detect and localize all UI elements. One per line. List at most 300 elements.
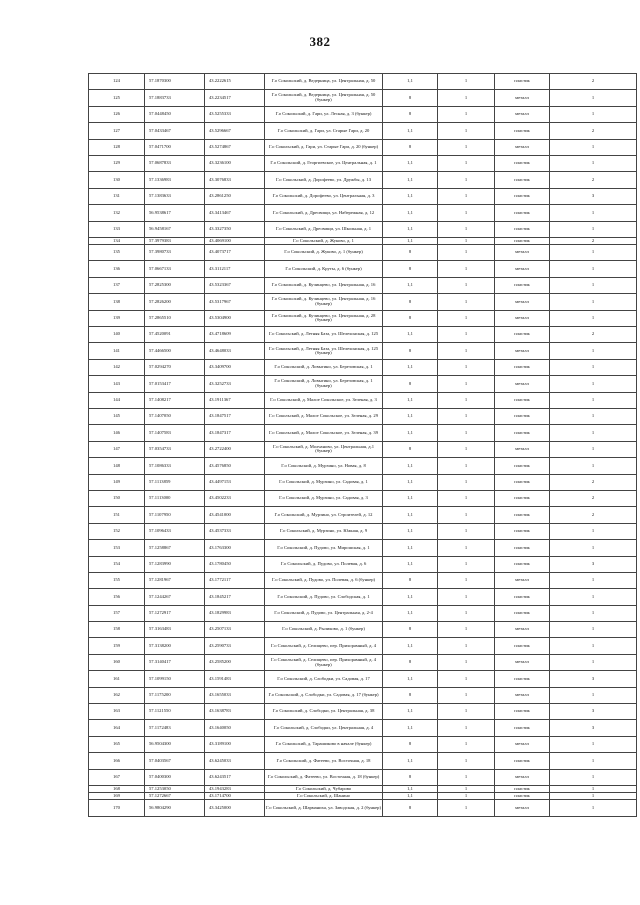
- table-row: [89, 409, 637, 425]
- address-cell: Г.о Сокольский, д. Пудово, ул. Слободская, д. 1: [265, 589, 383, 605]
- volume-cell: 1,1: [383, 556, 438, 572]
- count-cell: 1: [438, 687, 495, 703]
- address-cell: Г.о Сокольский, д. Дорофеево, ул. Дружбы, д. 13: [265, 172, 383, 188]
- quantity-cell: 2: [550, 507, 637, 523]
- latitude-cell: 57.0400300: [145, 769, 205, 785]
- count-cell: 1: [438, 188, 495, 204]
- longitude-cell: 43.1780450: [205, 556, 265, 572]
- table-row: [89, 310, 637, 326]
- material-cell: пластик: [495, 720, 550, 736]
- longitude-cell: 43.3189100: [205, 736, 265, 752]
- volume-cell: 1,1: [383, 605, 438, 621]
- count-cell: 1: [438, 540, 495, 556]
- latitude-cell: 57.4466500: [145, 343, 205, 359]
- material-cell: пластик: [495, 589, 550, 605]
- material-cell: пластик: [495, 188, 550, 204]
- count-cell: 1: [438, 704, 495, 720]
- material-cell: пластик: [495, 458, 550, 474]
- row-number: 125: [89, 90, 145, 106]
- volume-cell: 1,1: [383, 704, 438, 720]
- row-number: 138: [89, 294, 145, 310]
- quantity-cell: 1: [550, 376, 637, 392]
- latitude-cell: 57.0471700: [145, 139, 205, 155]
- longitude-cell: 43.3076833: [205, 172, 265, 188]
- row-number: 155: [89, 572, 145, 588]
- row-number: 146: [89, 425, 145, 441]
- quantity-cell: 2: [550, 327, 637, 343]
- latitude-cell: 57.3138200: [145, 638, 205, 654]
- count-cell: 1: [438, 589, 495, 605]
- row-number: 149: [89, 474, 145, 490]
- volume-cell: 1,1: [383, 785, 438, 792]
- quantity-cell: 1: [550, 106, 637, 122]
- row-number: 164: [89, 720, 145, 736]
- latitude-cell: 57.1253050: [145, 785, 205, 792]
- row-number: 153: [89, 540, 145, 556]
- count-cell: 1: [438, 800, 495, 816]
- quantity-cell: 2: [550, 474, 637, 490]
- table-row: [89, 605, 637, 621]
- longitude-cell: 43.2722400: [205, 441, 265, 457]
- volume-cell: 1,1: [383, 327, 438, 343]
- quantity-cell: 2: [550, 237, 637, 244]
- count-cell: 1: [438, 155, 495, 171]
- table-row: [89, 188, 637, 204]
- latitude-cell: 57.2825300: [145, 277, 205, 293]
- volume-cell: 1,1: [383, 392, 438, 408]
- address-cell: Г.о Сокольский, д. Фатеево, ул. Восточная, д. 18: [265, 753, 383, 769]
- latitude-cell: 57.1086333: [145, 458, 205, 474]
- row-number: 166: [89, 753, 145, 769]
- row-number: 130: [89, 172, 145, 188]
- quantity-cell: 1: [550, 589, 637, 605]
- material-cell: пластик: [495, 359, 550, 375]
- quantity-cell: 1: [550, 800, 637, 816]
- longitude-cell: 43.1638783: [205, 704, 265, 720]
- address-cell: Г.о Сокольский, д. Мурзино, ул. Новая, д. 8: [265, 458, 383, 474]
- material-cell: металл: [495, 245, 550, 261]
- count-cell: 1: [438, 139, 495, 155]
- material-cell: металл: [495, 310, 550, 326]
- latitude-cell: 57.3163483: [145, 622, 205, 638]
- quantity-cell: 1: [550, 540, 637, 556]
- latitude-cell: 57.3140417: [145, 654, 205, 670]
- quantity-cell: 1: [550, 294, 637, 310]
- count-cell: 1: [438, 441, 495, 457]
- longitude-cell: 43.2222615: [205, 74, 265, 90]
- count-cell: 1: [438, 123, 495, 139]
- longitude-cell: 43.5255333: [205, 106, 265, 122]
- material-cell: металл: [495, 441, 550, 457]
- row-number: 139: [89, 310, 145, 326]
- address-cell: Г.о Сокольский, д. Пудово, ул. Полевая, д. 6 (бункер): [265, 572, 383, 588]
- quantity-cell: 1: [550, 90, 637, 106]
- longitude-cell: 43.3327350: [205, 221, 265, 237]
- address-cell: Г.о Сокольский, д. Слободки, ул. Центральная, д. 38: [265, 704, 383, 720]
- address-cell: Г.о Сокольский, д. Фатеево, ул. Восточная, д. 18 (бункер): [265, 769, 383, 785]
- volume-cell: 1,1: [383, 523, 438, 539]
- page-number: 382: [309, 34, 331, 49]
- address-cell: Г.о Сокольский, д. Кучинцево, ул. Центральная, д. 16 (бункер): [265, 294, 383, 310]
- table-row: [89, 155, 637, 171]
- quantity-cell: 1: [550, 261, 637, 277]
- table-row: [89, 261, 637, 277]
- address-cell: Г.о Сокольский, д. Слободки, ул. Центральная, д. 4: [265, 720, 383, 736]
- material-cell: металл: [495, 294, 550, 310]
- material-cell: металл: [495, 139, 550, 155]
- latitude-cell: 57.0667133: [145, 261, 205, 277]
- count-cell: 1: [438, 605, 495, 621]
- row-number: 135: [89, 245, 145, 261]
- count-cell: 1: [438, 237, 495, 244]
- longitude-cell: 43.5296667: [205, 123, 265, 139]
- volume-cell: 1,1: [383, 409, 438, 425]
- count-cell: 1: [438, 245, 495, 261]
- count-cell: 1: [438, 671, 495, 687]
- quantity-cell: 1: [550, 139, 637, 155]
- volume-cell: 8: [383, 139, 438, 155]
- address-cell: Г.о Сокольский, д. Тарашиково в начале (бункер): [265, 736, 383, 752]
- address-cell: Г.о Сокольский, д. Молчаново, ул. Центральная, д.1 (бункер): [265, 441, 383, 457]
- quantity-cell: 1: [550, 392, 637, 408]
- material-cell: пластик: [495, 172, 550, 188]
- volume-cell: 8: [383, 769, 438, 785]
- volume-cell: 1,1: [383, 589, 438, 605]
- material-cell: металл: [495, 261, 550, 277]
- address-cell: Г.о Сокольский, д. Малое Сокольское, ул. Зеленая, д. 3: [265, 392, 383, 408]
- volume-cell: 1,1: [383, 172, 438, 188]
- volume-cell: 8: [383, 800, 438, 816]
- material-cell: пластик: [495, 74, 550, 90]
- address-cell: Г.о Сокольский, д. Летняя База, ул. Шелехонская, д. 125: [265, 327, 383, 343]
- latitude-cell: 57.1244267: [145, 589, 205, 605]
- address-cell: Г.о Сокольский, д. Рыликово, д. 1 (бункер): [265, 622, 383, 638]
- latitude-cell: 57.1113859: [145, 474, 205, 490]
- material-cell: металл: [495, 687, 550, 703]
- count-cell: 1: [438, 205, 495, 221]
- table-row: [89, 785, 637, 792]
- quantity-cell: 3: [550, 188, 637, 204]
- count-cell: 1: [438, 90, 495, 106]
- quantity-cell: 1: [550, 458, 637, 474]
- address-cell: Г.о Сокольский, д. Малое Сокольское, ул. Зеленая, д. 39: [265, 425, 383, 441]
- material-cell: пластик: [495, 237, 550, 244]
- material-cell: металл: [495, 343, 550, 359]
- address-cell: Г.о Сокольский, д. Ловыгино, ул. Березовская, д. 1 (бункер): [265, 376, 383, 392]
- row-number: 131: [89, 188, 145, 204]
- row-number: 127: [89, 123, 145, 139]
- volume-cell: 8: [383, 90, 438, 106]
- quantity-cell: 1: [550, 155, 637, 171]
- row-number: 156: [89, 589, 145, 605]
- address-cell: Г.о Сокольский, д. Жуково, д. 1: [265, 237, 383, 244]
- quantity-cell: 1: [550, 622, 637, 638]
- row-number: 144: [89, 392, 145, 408]
- latitude-cell: 57.1408217: [145, 392, 205, 408]
- address-cell: Г.о Сокольский, д. Пудово, ул. Центральная, д. 2-4: [265, 605, 383, 621]
- count-cell: 1: [438, 638, 495, 654]
- count-cell: 1: [438, 474, 495, 490]
- table-row: [89, 687, 637, 703]
- latitude-cell: 57.1407050: [145, 409, 205, 425]
- table-row: [89, 720, 637, 736]
- table-row: [89, 736, 637, 752]
- count-cell: 1: [438, 310, 495, 326]
- table-body: [89, 74, 637, 817]
- table-row: [89, 474, 637, 490]
- volume-cell: 1,1: [383, 155, 438, 171]
- volume-cell: 1,1: [383, 753, 438, 769]
- row-number: 134: [89, 237, 145, 244]
- count-cell: 1: [438, 720, 495, 736]
- table-row: [89, 294, 637, 310]
- material-cell: пластик: [495, 523, 550, 539]
- volume-cell: 8: [383, 736, 438, 752]
- longitude-cell: 43.6243517: [205, 769, 265, 785]
- latitude-cell: 57.3979383: [145, 237, 205, 244]
- count-cell: 1: [438, 793, 495, 800]
- row-number: 160: [89, 654, 145, 670]
- latitude-cell: 57.2865510: [145, 310, 205, 326]
- table-row: [89, 245, 637, 261]
- table-row: [89, 343, 637, 359]
- address-cell: Г.о Сокольский, д. Пудово, ул. Полевая, д. 6: [265, 556, 383, 572]
- address-cell: Г.о Сокольский, д. Гари, ул. Старые Гари, д. 20: [265, 123, 383, 139]
- address-cell: Г.о Сокольский, д. Ловыгино, ул. Березовская, д. 1: [265, 359, 383, 375]
- longitude-cell: 43.1845217: [205, 589, 265, 605]
- address-cell: Г.о Сокольский, д. Летняя База, ул. Шелехонская, д. 125 (бункер): [265, 343, 383, 359]
- address-cell: Г.о Сокольский, д. Слободки, ул. Садовая, д. 17 (бункер): [265, 687, 383, 703]
- longitude-cell: 43.4718609: [205, 327, 265, 343]
- quantity-cell: 1: [550, 638, 637, 654]
- volume-cell: 8: [383, 343, 438, 359]
- volume-cell: 1,1: [383, 671, 438, 687]
- latitude-cell: 56.9458167: [145, 221, 205, 237]
- count-cell: 1: [438, 572, 495, 588]
- quantity-cell: 1: [550, 785, 637, 792]
- count-cell: 1: [438, 507, 495, 523]
- table-row: [89, 205, 637, 221]
- longitude-cell: 43.2507133: [205, 622, 265, 638]
- quantity-cell: 3: [550, 720, 637, 736]
- count-cell: 1: [438, 376, 495, 392]
- count-cell: 1: [438, 458, 495, 474]
- address-cell: Г.о Сокольский, д. Жуково, д. 1 (бункер): [265, 245, 383, 261]
- longitude-cell: 43.3236100: [205, 155, 265, 171]
- longitude-cell: 43.4541000: [205, 507, 265, 523]
- longitude-cell: 43.3112117: [205, 261, 265, 277]
- material-cell: пластик: [495, 671, 550, 687]
- count-cell: 1: [438, 327, 495, 343]
- longitude-cell: 43.6245033: [205, 753, 265, 769]
- count-cell: 1: [438, 409, 495, 425]
- table-row: [89, 237, 637, 244]
- material-cell: пластик: [495, 490, 550, 506]
- address-cell: Г.о Сокольский, д. Шарманиха, ул. Заводская, д. 2 (бункер): [265, 800, 383, 816]
- volume-cell: 1,1: [383, 507, 438, 523]
- longitude-cell: 43.3252733: [205, 376, 265, 392]
- volume-cell: 1,1: [383, 221, 438, 237]
- address-cell: Г.о Сокольский, д. Малое Сокольское, ул. Зеленая, д. 29: [265, 409, 383, 425]
- material-cell: металл: [495, 769, 550, 785]
- material-cell: металл: [495, 90, 550, 106]
- material-cell: пластик: [495, 392, 550, 408]
- count-cell: 1: [438, 736, 495, 752]
- volume-cell: 8: [383, 310, 438, 326]
- row-number: 170: [89, 800, 145, 816]
- table-row: [89, 589, 637, 605]
- quantity-cell: 1: [550, 205, 637, 221]
- count-cell: 1: [438, 106, 495, 122]
- longitude-cell: 43.4497153: [205, 474, 265, 490]
- count-cell: 1: [438, 785, 495, 792]
- address-cell: Г.о Сокольский, д. Мурзино, ул. Садовая, д. 3: [265, 490, 383, 506]
- volume-cell: 1,1: [383, 277, 438, 293]
- latitude-cell: 56.9804290: [145, 800, 205, 816]
- table-row: [89, 458, 637, 474]
- row-number: 148: [89, 458, 145, 474]
- longitude-cell: 43.4576850: [205, 458, 265, 474]
- table-row: [89, 704, 637, 720]
- row-number: 168: [89, 785, 145, 792]
- table-row: [89, 123, 637, 139]
- material-cell: пластик: [495, 474, 550, 490]
- quantity-cell: 3: [550, 704, 637, 720]
- material-cell: пластик: [495, 507, 550, 523]
- count-cell: 1: [438, 556, 495, 572]
- row-number: 132: [89, 205, 145, 221]
- row-number: 150: [89, 490, 145, 506]
- quantity-cell: 1: [550, 736, 637, 752]
- volume-cell: 1,1: [383, 74, 438, 90]
- material-cell: пластик: [495, 327, 550, 343]
- material-cell: пластик: [495, 540, 550, 556]
- material-cell: пластик: [495, 785, 550, 792]
- volume-cell: 1,1: [383, 638, 438, 654]
- longitude-cell: 43.2234517: [205, 90, 265, 106]
- volume-cell: 8: [383, 376, 438, 392]
- table-row: [89, 376, 637, 392]
- material-cell: металл: [495, 654, 550, 670]
- quantity-cell: 1: [550, 572, 637, 588]
- containers-table: [88, 73, 637, 817]
- latitude-cell: 57.4520091: [145, 327, 205, 343]
- address-cell: Г.о Сокольский, д. Дорофеево, ул. Центральная, д. 3: [265, 188, 383, 204]
- row-number: 154: [89, 556, 145, 572]
- quantity-cell: 1: [550, 359, 637, 375]
- row-number: 169: [89, 793, 145, 800]
- volume-cell: 8: [383, 261, 438, 277]
- row-number: 140: [89, 327, 145, 343]
- table-row: [89, 172, 637, 188]
- quantity-cell: 1: [550, 343, 637, 359]
- table-row: [89, 671, 637, 687]
- table-row: [89, 90, 637, 106]
- latitude-cell: 57.3980733: [145, 245, 205, 261]
- latitude-cell: 57.1096433: [145, 523, 205, 539]
- latitude-cell: 57.1107950: [145, 507, 205, 523]
- table-row: [89, 769, 637, 785]
- volume-cell: 8: [383, 106, 438, 122]
- latitude-cell: 57.1258867: [145, 540, 205, 556]
- count-cell: 1: [438, 753, 495, 769]
- count-cell: 1: [438, 523, 495, 539]
- latitude-cell: 57.1099150: [145, 671, 205, 687]
- material-cell: металл: [495, 106, 550, 122]
- longitude-cell: 43.4073717: [205, 245, 265, 261]
- latitude-cell: 57.1383633: [145, 188, 205, 204]
- table-row: [89, 425, 637, 441]
- longitude-cell: 43.2590733: [205, 638, 265, 654]
- table-row: [89, 507, 637, 523]
- table-row: [89, 139, 637, 155]
- material-cell: пластик: [495, 605, 550, 621]
- table-row: [89, 441, 637, 457]
- volume-cell: 8: [383, 622, 438, 638]
- row-number: 129: [89, 155, 145, 171]
- quantity-cell: 3: [550, 671, 637, 687]
- quantity-cell: 1: [550, 769, 637, 785]
- address-cell: Г.о Сокольский, д. Ведерница, ул. Центральная, д. 50 (бункер): [265, 90, 383, 106]
- table-row: [89, 490, 637, 506]
- material-cell: металл: [495, 736, 550, 752]
- count-cell: 1: [438, 359, 495, 375]
- row-number: 124: [89, 74, 145, 90]
- volume-cell: 8: [383, 245, 438, 261]
- longitude-cell: 43.3409700: [205, 359, 265, 375]
- table-row: [89, 277, 637, 293]
- row-number: 157: [89, 605, 145, 621]
- quantity-cell: 2: [550, 490, 637, 506]
- latitude-cell: 56.9538617: [145, 205, 205, 221]
- longitude-cell: 43.3425000: [205, 800, 265, 816]
- material-cell: металл: [495, 800, 550, 816]
- table-row: [89, 800, 637, 816]
- volume-cell: 1,1: [383, 188, 438, 204]
- volume-cell: 1,1: [383, 425, 438, 441]
- volume-cell: 1,1: [383, 359, 438, 375]
- count-cell: 1: [438, 490, 495, 506]
- volume-cell: 1,1: [383, 793, 438, 800]
- address-cell: Г.о Сокольский, д. Пудово, ул. Мирошская, д. 1: [265, 540, 383, 556]
- material-cell: металл: [495, 376, 550, 392]
- row-number: 167: [89, 769, 145, 785]
- address-cell: Г.о Сокольский, д. Шанино: [265, 793, 383, 800]
- material-cell: пластик: [495, 155, 550, 171]
- address-cell: Г.о Сокольский, д. Мурзино, ул. Строителей, д. 12: [265, 507, 383, 523]
- quantity-cell: 1: [550, 793, 637, 800]
- quantity-cell: 1: [550, 753, 637, 769]
- volume-cell: 1,1: [383, 474, 438, 490]
- longitude-cell: 43.1591483: [205, 671, 265, 687]
- latitude-cell: 57.1272917: [145, 605, 205, 621]
- row-number: 152: [89, 523, 145, 539]
- row-number: 162: [89, 687, 145, 703]
- volume-cell: 1,1: [383, 720, 438, 736]
- table-row: [89, 793, 637, 800]
- row-number: 136: [89, 261, 145, 277]
- longitude-cell: 43.1847317: [205, 425, 265, 441]
- volume-cell: 8: [383, 654, 438, 670]
- table-row: [89, 392, 637, 408]
- latitude-cell: 57.1121550: [145, 704, 205, 720]
- address-cell: Г.о Сокольский, д. Мурзино, ул. Южная, д. 9: [265, 523, 383, 539]
- count-cell: 1: [438, 343, 495, 359]
- longitude-cell: 43.5304900: [205, 310, 265, 326]
- quantity-cell: 3: [550, 556, 637, 572]
- volume-cell: 1,1: [383, 237, 438, 244]
- count-cell: 1: [438, 622, 495, 638]
